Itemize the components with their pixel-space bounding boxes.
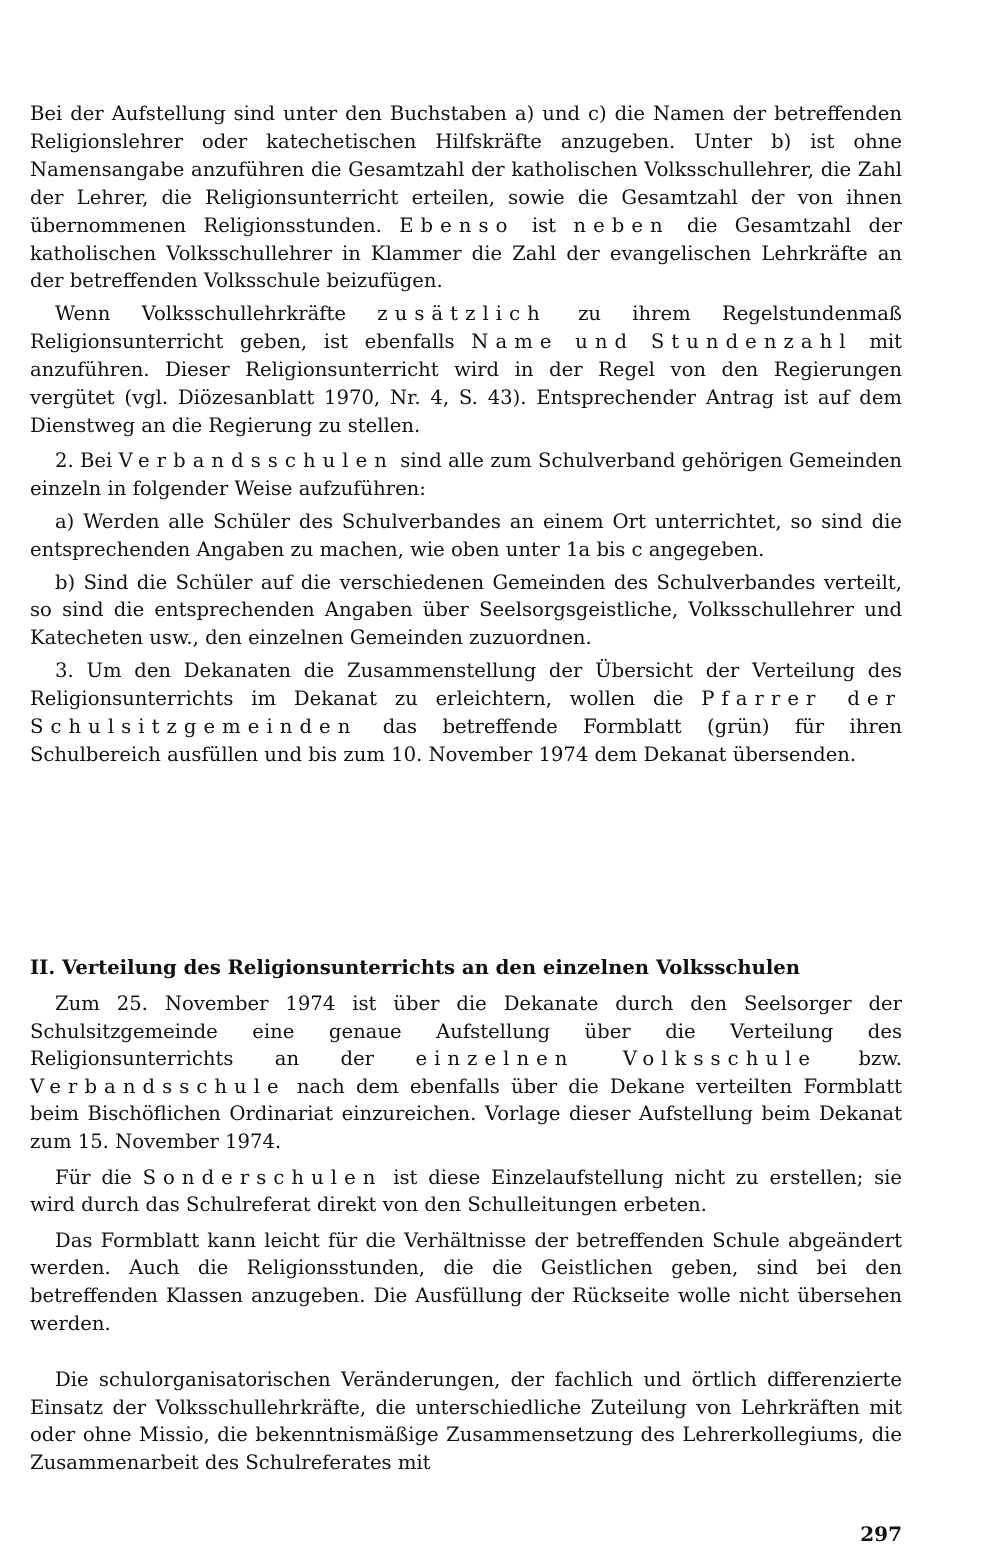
spaced-emphasis: einzelnen Volksschule [415,1047,818,1071]
paragraph-text: sind alle zum Schulverband gehörigen Gemeinden einzeln in folgender Weise aufzuführen: [30,448,903,500]
spaced-emphasis: neben [573,213,670,237]
paragraph-text: Wenn Volksschullehrkräfte [55,302,346,326]
paragraph-text: mit anzuführen. Dieser Religionsunterricht wird in der Regel von den Regierungen vergütet (vgl. Diözesanblatt 1970, Nr. 4, S. 43). Entsprechender Antrag ist auf dem Dienstweg an die Regierung zu stellen. [30,330,903,437]
paragraph-text: das betreffende Formblatt (grün) für ihren Schulbereich ausfüllen und bis zum 10. November 1974 dem Dekanat übersenden. [30,715,902,766]
paragraph-text: 3. Um den Dekanaten die Zusammenstellung der Übersicht der Verteilung des Religionsunterrichts im Dekanat zu erleichtern, wollen die [30,659,902,711]
section-2-body [30,990,902,1337]
paragraph-item-b: b) Sind die Schüler auf die verschiedenen Gemeinden des Schulverbandes verteilt, so sind die entsprechenden Angaben über Seelsorgsgeistliche, Volksschullehrer und Katecheten usw., den einzelnen Gemeinden zuzuordnen. [30,570,902,650]
spaced-emphasis: Verbandsschule [30,1074,286,1098]
paragraph-organisational-changes: Die schulorganisatorischen Veränderungen, der fachlich und örtlich differenzierte Einsatz der Volksschullehrkräfte, die unterschiedliche Zuteilung von Lehrkräften mit oder ohne Missio, die bekenntnismäßige Zusammensetzung des Lehrerkollegiums, die Zusammenarbeit des Schulreferates mit [30,1368,902,1474]
spaced-emphasis: und [575,330,635,354]
section-1-body [30,100,902,769]
paragraph-text: zu ihrem Regelstundenmaß Religionsunterricht geben, ist ebenfalls [30,302,903,354]
section-heading: II. Verteilung des Religionsunterrichts an den einzelnen Volksschulen [30,956,801,979]
section-3-body [30,1366,902,1476]
paragraph-text: Zum 25. November 1974 ist über die Dekanate durch den Seelsorger der Schulsitzgemeinde eine genaue Aufstellung über die Verteilung des Religionsunterrichts an der [30,992,902,1071]
spaced-emphasis: Verbandsschulen [118,448,394,472]
paragraph-text: bzw. [858,1047,902,1071]
paragraph-sonderschulen [30,1164,902,1219]
paragraph-text: ist diese Einzelaufstellung nicht zu erstellen; sie wird durch das Schulreferat direkt von den Schulleitungen erbeten. [30,1165,903,1217]
paragraph-formblatt: Das Formblatt kann leicht für die Verhältnisse der betreffenden Schule abgeändert werden. Auch die Religionsstunden, die die Geistlichen geben, sind bei den betreffenden Klassen anzugeben. Die Ausfüllung der Rückseite wolle nicht übersehen werden. [30,1228,902,1335]
spaced-emphasis: Stundenzahl [650,330,853,354]
paragraph-dekanate [30,657,902,769]
paragraph-text: die Gesamtzahl der katholischen Volksschullehrer in Klammer die Zahl der evangelischen Lehrkräfte an der betreffenden Volksschule beizufügen. [30,213,903,293]
paragraph-deadline [30,990,902,1156]
paragraph-text: Für die [55,1165,132,1189]
page-number: 297 [860,1522,902,1546]
spaced-emphasis: Pfarrer der Schulsitzgemeinden [30,687,902,739]
paragraph-religion-teachers [30,100,902,295]
spaced-emphasis: Sonderschulen [142,1165,383,1189]
paragraph-text: Bei der Aufstellung sind unter den Buchstaben a) und c) die Namen der betreffenden Religionslehrer oder katechetischen Hilfskräfte anzugeben. Unter b) ist ohne Namensangabe anzuführen die Gesamtzahl der katholischen Volksschullehrer, die Zahl der Lehrer, die Religionsunterricht erteilen, sowie die Gesamtzahl der von ihnen übernommenen Religionsstunden. [30,102,902,237]
paragraph-text: 2. Bei [55,448,113,472]
paragraph-additional-lessons [30,300,902,440]
spaced-emphasis: Ebenso [399,213,515,237]
paragraph-text: nach dem ebenfalls über die Dekane verteilten Formblatt beim Bischöflichen Ordinariat einzureichen. Vorlage dieser Aufstellung beim Dekanat zum 15. November 1974. [30,1074,902,1153]
spaced-emphasis: zusätzlich [377,302,547,326]
paragraph-text: ist [531,213,557,237]
paragraph-item-a: a) Werden alle Schüler des Schulverbandes an einem Ort unterrichtet, so sind die entsprechenden Angaben zu machen, wie oben unter 1a bis c angegeben. [30,509,902,561]
paragraph-verbandsschulen [30,447,902,503]
spaced-emphasis: Name [471,330,559,354]
